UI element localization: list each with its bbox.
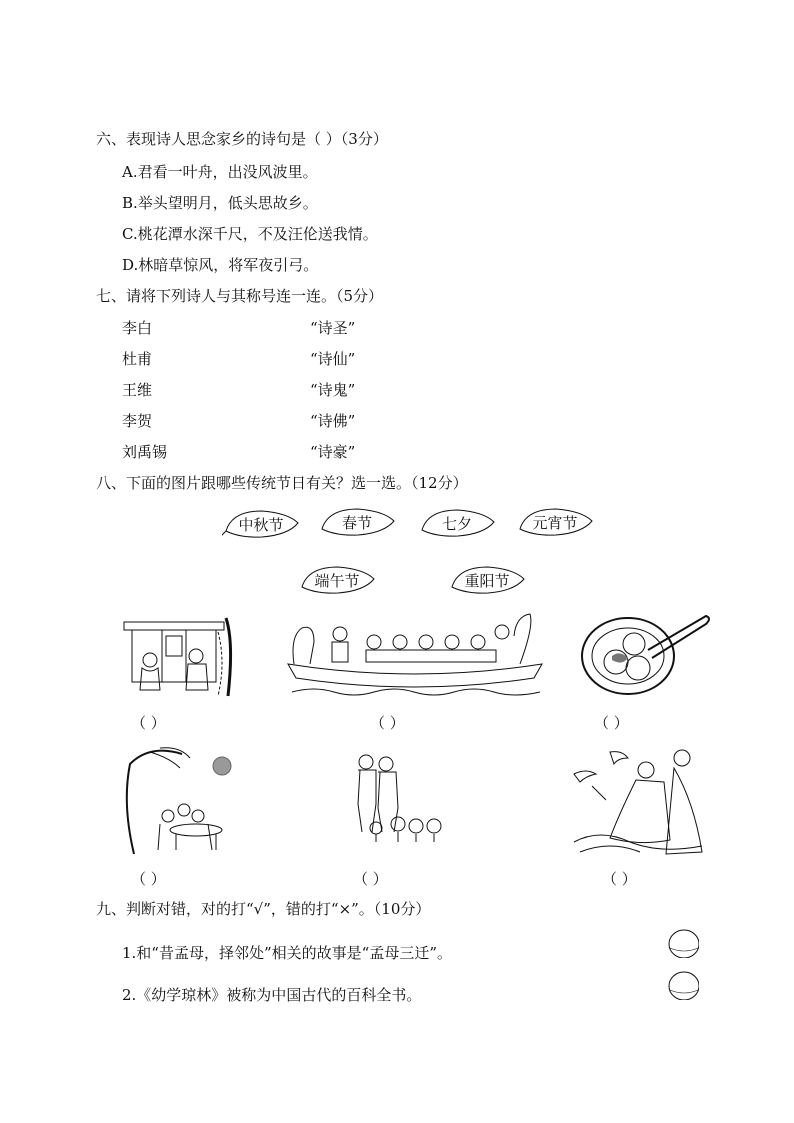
q7-poet[interactable]: 李贺 — [122, 412, 153, 430]
q9-stem: 九、判断对错，对的打“√”，错的打“×”。（10分） — [96, 900, 431, 918]
q9-item: 1.和“昔孟母，择邻处”相关的故事是“孟母三迁”。 — [122, 944, 452, 962]
q7-poet[interactable]: 杜甫 — [122, 350, 153, 368]
magpie-bridge-icon — [570, 742, 706, 858]
q7-title[interactable]: “诗圣” — [310, 319, 356, 337]
q7-stem: 七、请将下列诗人与其称号连一连。（5分） — [96, 287, 384, 305]
answer-blank[interactable]: （ ） — [602, 870, 637, 888]
moon-gathering-icon — [120, 744, 238, 856]
answer-circle[interactable] — [667, 970, 699, 1000]
festival-leaf-double-ninth[interactable] — [448, 563, 526, 597]
q7-poet[interactable]: 李白 — [122, 319, 153, 337]
elders-chrysanthemum-icon — [352, 752, 444, 844]
festival-leaf-lantern[interactable] — [516, 505, 594, 539]
q6-option-d[interactable]: D.林暗草惊风，将军夜引弓。 — [122, 256, 319, 274]
q7-poet[interactable]: 王维 — [122, 381, 153, 399]
festival-leaf-spring[interactable] — [318, 505, 396, 539]
answer-blank[interactable]: （ ） — [131, 714, 166, 732]
spring-festival-scene-icon — [122, 612, 246, 698]
q7-title[interactable]: “诗豪” — [310, 443, 356, 461]
festival-label: 端午节 — [314, 572, 360, 590]
answer-blank[interactable]: （ ） — [131, 870, 166, 888]
festival-leaf-dragon-boat[interactable] — [298, 563, 376, 597]
festival-label: 春节 — [341, 514, 372, 532]
festival-label: 中秋节 — [238, 516, 284, 534]
festival-leaf-qixi[interactable] — [418, 506, 496, 540]
q6-option-c[interactable]: C.桃花潭水深千尺，不及汪伦送我情。 — [122, 225, 378, 243]
q7-title[interactable]: “诗佛” — [310, 412, 356, 430]
q6-option-b[interactable]: B.举头望明月，低头思故乡。 — [122, 194, 318, 212]
q8-stem: 八、下面的图片跟哪些传统节日有关？选一选。（12分） — [96, 474, 468, 492]
q7-poet[interactable]: 刘禹锡 — [122, 443, 168, 461]
tangyuan-bowl-icon — [578, 610, 714, 696]
answer-blank[interactable]: （ ） — [594, 714, 629, 732]
q9-item: 2.《幼学琼林》被称为中国古代的百科全书。 — [122, 986, 422, 1004]
q6-option-a[interactable]: A.君看一叶舟，出没风波里。 — [122, 163, 318, 181]
dragon-boat-icon — [284, 606, 548, 700]
festival-leaf-mid-autumn[interactable] — [222, 507, 300, 541]
festival-label: 元宵节 — [532, 514, 578, 532]
answer-blank[interactable]: （ ） — [353, 870, 388, 888]
q7-title[interactable]: “诗鬼” — [310, 381, 356, 399]
answer-circle[interactable] — [667, 928, 699, 958]
q7-title[interactable]: “诗仙” — [310, 350, 356, 368]
answer-blank[interactable]: （ ） — [370, 714, 405, 732]
festival-label: 重阳节 — [464, 572, 510, 590]
q6-stem: 六、表现诗人思念家乡的诗句是（ ）（3分） — [96, 130, 388, 148]
festival-label: 七夕 — [441, 515, 472, 533]
